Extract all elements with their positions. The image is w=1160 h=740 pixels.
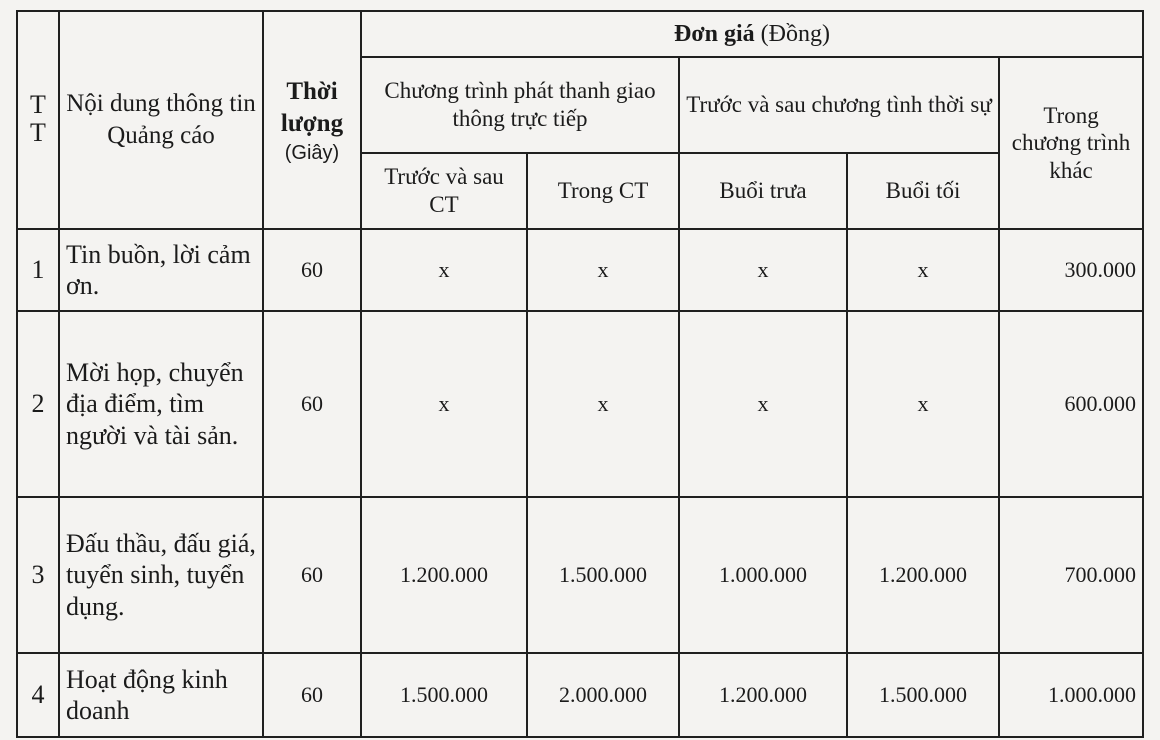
price-cell: x (847, 229, 999, 311)
price-cell: x (679, 229, 847, 311)
price-cell: 1.200.000 (847, 497, 999, 653)
header-price: Đơn giá (Đồng) (361, 11, 1143, 57)
price-cell: x (679, 311, 847, 497)
price-cell: 2.000.000 (527, 653, 679, 737)
row-duration: 60 (263, 653, 361, 737)
price-cell: 1.500.000 (847, 653, 999, 737)
price-cell: x (361, 229, 527, 311)
header-sub-noon: Buổi trưa (679, 153, 847, 229)
price-cell: 1.200.000 (361, 497, 527, 653)
row-number: 4 (17, 653, 59, 737)
price-cell: 300.000 (999, 229, 1143, 311)
header-sub-before-after: Trước và sau CT (361, 153, 527, 229)
header-duration: Thời lượng (Giây) (263, 11, 361, 229)
header-price-unit: (Đồng) (760, 20, 830, 47)
table-row (17, 229, 1143, 311)
price-cell: 700.000 (999, 497, 1143, 653)
advertising-price-table (16, 10, 1144, 738)
table-row (17, 311, 1143, 497)
header-sub-during: Trong CT (527, 153, 679, 229)
price-cell: 1.500.000 (361, 653, 527, 737)
price-cell: 600.000 (999, 311, 1143, 497)
price-cell: x (527, 311, 679, 497)
price-cell: 1.500.000 (527, 497, 679, 653)
row-number: 2 (17, 311, 59, 497)
row-number: 1 (17, 229, 59, 311)
row-content: Tin buồn, lời cảm ơn. (59, 229, 263, 311)
header-group-news: Trước và sau chương tình thời sự (679, 57, 999, 153)
header-duration-unit: (Giây) (284, 141, 340, 164)
price-cell: x (847, 311, 999, 497)
row-duration: 60 (263, 497, 361, 653)
row-content: Đấu thầu, đấu giá, tuyển sinh, tuyển dụng. (59, 497, 263, 653)
row-number: 3 (17, 497, 59, 653)
row-duration: 60 (263, 229, 361, 311)
header-sub-evening: Buổi tối (847, 153, 999, 229)
row-duration: 60 (263, 311, 361, 497)
table-row (17, 653, 1143, 737)
header-group-traffic: Chương trình phát thanh giao thông trực tiếp (361, 57, 679, 153)
header-content: Nội dung thông tin Quảng cáo (59, 11, 263, 229)
header-group-other: Trong chương trình khác (999, 57, 1143, 229)
row-content: Hoạt động kinh doanh (59, 653, 263, 737)
header-tt: T T (17, 11, 59, 229)
price-cell: x (361, 311, 527, 497)
row-content: Mời họp, chuyển địa điểm, tìm người và tài sản. (59, 311, 263, 497)
price-cell: 1.000.000 (999, 653, 1143, 737)
table-row (17, 497, 1143, 653)
price-cell: 1.000.000 (679, 497, 847, 653)
price-cell: x (527, 229, 679, 311)
price-cell: 1.200.000 (679, 653, 847, 737)
